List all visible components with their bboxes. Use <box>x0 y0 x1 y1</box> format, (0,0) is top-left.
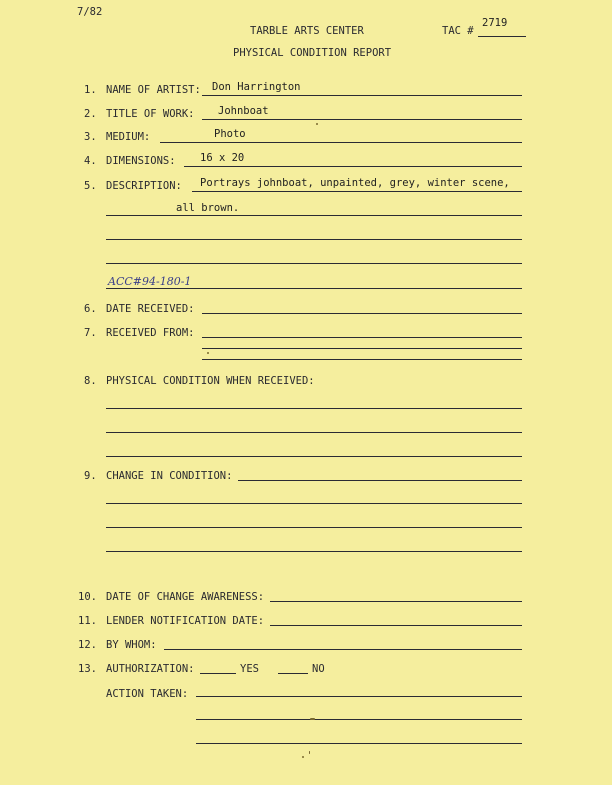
description-line-4 <box>106 263 522 264</box>
field-number: 2. <box>84 108 97 120</box>
received-from-line-3 <box>202 359 522 360</box>
page-title: PHYSICAL CONDITION REPORT <box>233 47 392 59</box>
medium-line <box>160 142 522 143</box>
tac-number: 2719 <box>482 17 508 29</box>
field-number: 5. <box>84 180 97 192</box>
change-awareness-line <box>270 601 522 602</box>
action-line-2 <box>196 719 522 720</box>
paper-speck <box>310 718 315 720</box>
change-condition-line-3 <box>106 527 522 528</box>
dimensions-value: 16 x 20 <box>200 152 245 164</box>
by-whom-line <box>164 649 522 650</box>
org-name: TARBLE ARTS CENTER <box>250 25 364 37</box>
field-number: 12. <box>78 639 97 651</box>
no-label: NO <box>312 663 325 675</box>
field-number: 11. <box>78 615 97 627</box>
paper-speck <box>309 751 310 754</box>
title-label: TITLE OF WORK: <box>106 108 195 120</box>
description-value-2: all brown. <box>176 202 240 214</box>
field-number: 13. <box>78 663 97 675</box>
description-line-2 <box>106 215 522 216</box>
artist-label: NAME OF ARTIST: <box>106 84 201 96</box>
received-from-label: RECEIVED FROM: <box>106 327 195 339</box>
field-number: 8. <box>84 375 97 387</box>
condition-line-3 <box>106 456 522 457</box>
medium-label: MEDIUM: <box>106 131 151 143</box>
action-line-3 <box>196 743 522 744</box>
field-number: 6. <box>84 303 97 315</box>
date-received-label: DATE RECEIVED: <box>106 303 195 315</box>
condition-received-label: PHYSICAL CONDITION WHEN RECEIVED: <box>106 375 315 387</box>
field-number: 9. <box>84 470 97 482</box>
field-number: 3. <box>84 131 97 143</box>
tac-number-line <box>478 36 526 37</box>
paper-speck <box>316 123 318 125</box>
change-condition-line-2 <box>106 503 522 504</box>
paper-speck <box>207 352 209 354</box>
condition-line-2 <box>106 432 522 433</box>
change-condition-line-1 <box>238 480 522 481</box>
field-number: 4. <box>84 155 97 167</box>
artist-line <box>202 95 522 96</box>
received-from-line-2 <box>202 348 522 349</box>
dimensions-line <box>184 166 522 167</box>
by-whom-label: BY WHOM: <box>106 639 157 651</box>
lender-notification-line <box>270 625 522 626</box>
accession-line <box>106 288 522 289</box>
description-label: DESCRIPTION: <box>106 180 182 192</box>
received-from-line-1 <box>202 337 522 338</box>
date-received-line <box>202 313 522 314</box>
title-value: Johnboat <box>218 105 269 117</box>
field-number: 10. <box>78 591 97 603</box>
paper-speck <box>302 756 304 758</box>
tac-label: TAC # <box>442 25 474 37</box>
change-condition-label: CHANGE IN CONDITION: <box>106 470 233 482</box>
change-condition-line-4 <box>106 551 522 552</box>
condition-line-1 <box>106 408 522 409</box>
description-value: Portrays johnboat, unpainted, grey, winter scene, <box>200 177 510 189</box>
dimensions-label: DIMENSIONS: <box>106 155 176 167</box>
artist-value: Don Harrington <box>212 81 301 93</box>
yes-blank <box>200 673 236 674</box>
no-blank <box>278 673 308 674</box>
change-awareness-label: DATE OF CHANGE AWARENESS: <box>106 591 265 603</box>
action-taken-label: ACTION TAKEN: <box>106 688 189 700</box>
title-line <box>202 119 522 120</box>
accession-number: ACC#94-180-1 <box>108 275 192 288</box>
form-date: 7/82 <box>77 6 103 18</box>
description-line-3 <box>106 239 522 240</box>
yes-label: YES <box>240 663 259 675</box>
field-number: 1. <box>84 84 97 96</box>
medium-value: Photo <box>214 128 246 140</box>
lender-notification-label: LENDER NOTIFICATION DATE: <box>106 615 265 627</box>
description-line-1 <box>192 191 522 192</box>
action-line-1 <box>196 696 522 697</box>
field-number: 7. <box>84 327 97 339</box>
authorization-label: AUTHORIZATION: <box>106 663 195 675</box>
